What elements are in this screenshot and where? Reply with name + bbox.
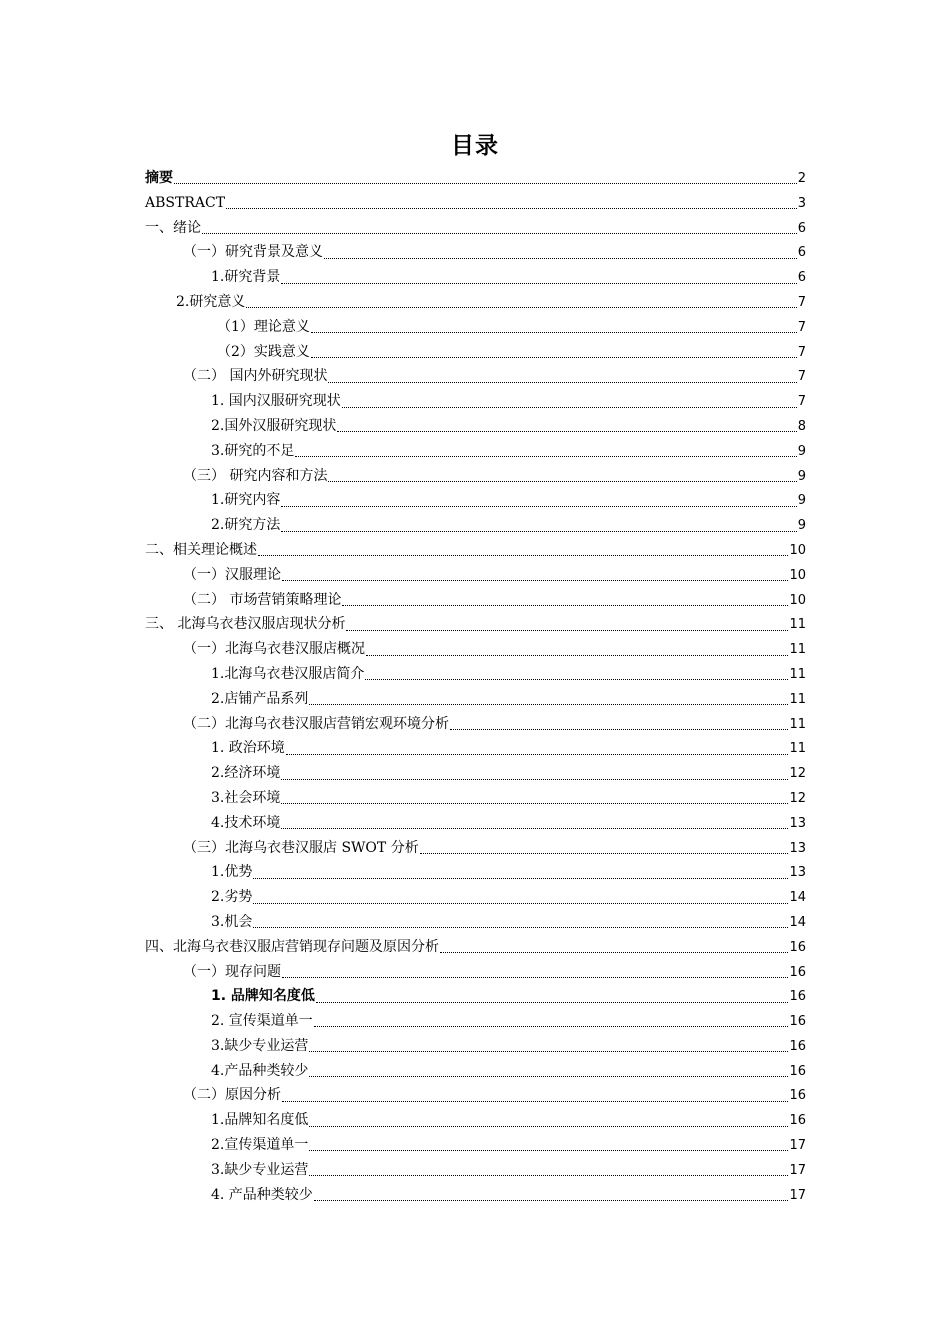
dot-leader [366,654,788,656]
toc-entry[interactable] [145,637,806,662]
toc-entry-label: （1）理论意义 [217,318,310,335]
toc-entry-label: 1.研究背景 [211,269,281,286]
toc-entry[interactable] [145,364,806,389]
toc-entry-label: 2.研究意义 [176,293,246,310]
toc-entry[interactable] [145,761,806,786]
toc-entry-label: 1. 品牌知名度低 [211,988,315,1005]
toc-entry-label: （一）汉服理论 [183,566,281,583]
toc-entry-label: （二） 市场营销策略理论 [183,591,342,608]
toc-entry-label: 三、 北海乌衣巷汉服店现状分析 [145,616,346,633]
toc-entry-page: 7 [797,369,806,385]
toc-entry-page: 7 [797,319,806,335]
toc-entry-page: 16 [789,989,806,1005]
dot-leader [314,1025,789,1027]
toc-entry-page: 9 [797,493,806,509]
toc-entry[interactable] [145,1133,806,1158]
toc-entry-label: 1. 政治环境 [211,740,285,757]
dot-leader [420,852,789,854]
toc-entry-label: （一）北海乌衣巷汉服店概况 [183,641,365,658]
toc-entry-label: 3.缺少专业运营 [211,1037,309,1054]
toc-entry-page: 10 [789,542,806,558]
toc-entry-page: 10 [789,567,806,583]
toc-entry[interactable] [145,836,806,861]
dot-leader [365,678,788,680]
toc-entry[interactable] [145,910,806,935]
toc-entry[interactable] [145,736,806,761]
toc-entry-label: （三）北海乌衣巷汉服店 SWOT 分析 [183,839,419,856]
dot-leader [282,1100,788,1102]
toc-entry-page: 11 [789,666,806,682]
toc-entry[interactable] [145,513,806,538]
page-title: 目录 [451,133,499,159]
toc-entry-label: 1.北海乌衣巷汉服店简介 [211,665,365,682]
dot-leader [226,207,797,209]
dot-leader [286,753,789,755]
toc-entry-page: 3 [797,195,806,211]
dot-leader [342,406,797,408]
toc-entry-page: 12 [789,790,806,806]
toc-entry-page: 11 [789,741,806,757]
toc-entry-page: 16 [789,939,806,955]
toc-entry-label: 1.优势 [211,864,253,881]
toc-entry-page: 13 [789,815,806,831]
toc-entry-label: 4. 产品种类较少 [211,1186,313,1203]
dot-leader [253,877,788,879]
toc-entry-label: 2.经济环境 [211,765,281,782]
dot-leader [202,232,797,234]
dot-leader [253,902,788,904]
dot-leader [314,1199,789,1201]
toc-entry[interactable] [145,860,806,885]
toc-entry[interactable] [145,1034,806,1059]
toc-entry[interactable] [145,885,806,910]
toc-entry[interactable] [145,240,806,265]
toc-entry[interactable] [145,960,806,985]
dot-leader [253,926,788,928]
dot-leader [282,579,788,581]
toc-entry[interactable] [145,1108,806,1133]
dot-leader [324,257,797,259]
toc-entry[interactable] [145,265,806,290]
toc-entry-label: 3.社会环境 [211,789,281,806]
toc-entry-page: 17 [789,1162,806,1178]
toc-entry[interactable] [145,588,806,613]
toc-entry-page: 11 [789,617,806,633]
toc-entry-page: 6 [797,270,806,286]
toc-entry-label: 2.劣势 [211,889,253,906]
dot-leader [440,951,788,953]
toc-entry[interactable] [145,414,806,439]
toc-entry-label: 3.研究的不足 [211,442,295,459]
dot-leader [450,728,788,730]
toc-entry-label: 二、相关理论概述 [145,541,257,558]
toc-entry[interactable] [145,1083,806,1108]
toc-entry-label: 1.品牌知名度低 [211,1112,309,1129]
toc-entry-page: 17 [789,1138,806,1154]
toc-entry[interactable] [145,1158,806,1183]
toc-entry-label: （三） 研究内容和方法 [183,467,328,484]
toc-entry-page: 17 [789,1187,806,1203]
toc-entry-page: 16 [789,1014,806,1030]
toc-entry-label: （一）现存问题 [183,963,281,980]
toc-entry-page: 16 [789,1088,806,1104]
toc-entry[interactable] [145,1183,806,1208]
toc-entry[interactable] [145,1059,806,1084]
toc-entry[interactable] [145,538,806,563]
toc-entry-label: ABSTRACT [145,194,226,211]
toc-entry[interactable] [145,488,806,513]
dot-leader [328,381,796,383]
toc-entry-page: 8 [797,418,806,434]
toc-entry-label: 2.国外汉服研究现状 [211,417,337,434]
toc-entry-label: （二）北海乌衣巷汉服店营销宏观环境分析 [183,715,449,732]
toc-entry-page: 13 [789,840,806,856]
toc-entry-label: 一、绪论 [145,219,201,236]
dot-leader [311,331,797,333]
toc-entry-page: 7 [797,344,806,360]
toc-entry[interactable] [145,166,806,191]
dot-leader [309,1125,788,1127]
toc-entry-page: 12 [789,766,806,782]
dot-leader [346,629,788,631]
toc-entry[interactable] [145,662,806,687]
dot-leader [281,530,796,532]
toc-entry[interactable] [145,811,806,836]
toc-entry-label: 摘要 [145,170,173,186]
dot-leader [246,306,796,308]
toc-entry[interactable] [145,612,806,637]
dot-leader [316,1001,789,1003]
toc-entry-page: 16 [789,1113,806,1129]
dot-leader [309,703,788,705]
toc-entry[interactable] [145,191,806,216]
toc-entry-page: 16 [789,1063,806,1079]
dot-leader [328,480,796,482]
dot-leader [281,802,788,804]
table-of-contents [145,166,806,1207]
toc-entry[interactable] [145,786,806,811]
toc-entry-label: 2.宣传渠道单一 [211,1137,309,1154]
toc-entry[interactable] [145,1009,806,1034]
toc-entry-label: 2.店铺产品系列 [211,690,309,707]
toc-entry-label: （一）研究背景及意义 [183,244,323,261]
dot-leader [309,1174,788,1176]
toc-entry-page: 6 [797,245,806,261]
dot-leader [337,430,796,432]
toc-entry-page: 9 [797,443,806,459]
dot-leader [311,356,797,358]
toc-entry[interactable] [145,439,806,464]
dot-leader [309,1075,788,1077]
toc-entry[interactable] [145,290,806,315]
toc-entry-page: 11 [789,642,806,658]
toc-entry-label: 1. 国内汉服研究现状 [211,393,341,410]
dot-leader [342,604,788,606]
toc-entry-page: 16 [789,1038,806,1054]
toc-entry-page: 7 [797,394,806,410]
toc-entry-label: （二） 国内外研究现状 [183,368,328,385]
toc-entry[interactable] [145,687,806,712]
toc-entry-page: 16 [789,964,806,980]
dot-leader [295,455,796,457]
toc-entry[interactable] [145,984,806,1009]
toc-entry[interactable] [145,389,806,414]
dot-leader [309,1149,788,1151]
toc-entry[interactable] [145,340,806,365]
toc-entry-page: 14 [789,890,806,906]
toc-entry-label: 四、北海乌衣巷汉服店营销现存问题及原因分析 [145,938,439,955]
toc-entry-page: 14 [789,914,806,930]
dot-leader [174,182,797,184]
toc-entry-page: 9 [797,468,806,484]
toc-entry-label: 2.研究方法 [211,517,281,534]
toc-entry-label: （2）实践意义 [217,343,310,360]
toc-entry[interactable] [145,464,806,489]
toc-entry-label: （二）原因分析 [183,1087,281,1104]
dot-leader [281,778,788,780]
dot-leader [281,282,796,284]
toc-entry-page: 13 [789,865,806,881]
toc-entry-page: 9 [797,518,806,534]
toc-entry[interactable] [145,935,806,960]
toc-entry-label: 4.技术环境 [211,814,281,831]
toc-entry-page: 11 [789,716,806,732]
toc-entry-page: 7 [797,294,806,310]
toc-entry[interactable] [145,216,806,241]
dot-leader [258,554,788,556]
dot-leader [281,827,788,829]
toc-entry-label: 4.产品种类较少 [211,1062,309,1079]
dot-leader [309,1050,788,1052]
dot-leader [282,976,788,978]
toc-entry-label: 3.缺少专业运营 [211,1161,309,1178]
toc-entry[interactable] [145,563,806,588]
toc-entry[interactable] [145,712,806,737]
toc-entry[interactable] [145,315,806,340]
toc-entry-page: 2 [797,171,806,186]
toc-entry-page: 11 [789,691,806,707]
toc-entry-page: 10 [789,592,806,608]
dot-leader [281,505,796,507]
toc-entry-page: 6 [797,220,806,236]
toc-entry-label: 2. 宣传渠道单一 [211,1013,313,1030]
toc-entry-label: 1.研究内容 [211,492,281,509]
toc-entry-label: 3.机会 [211,913,253,930]
